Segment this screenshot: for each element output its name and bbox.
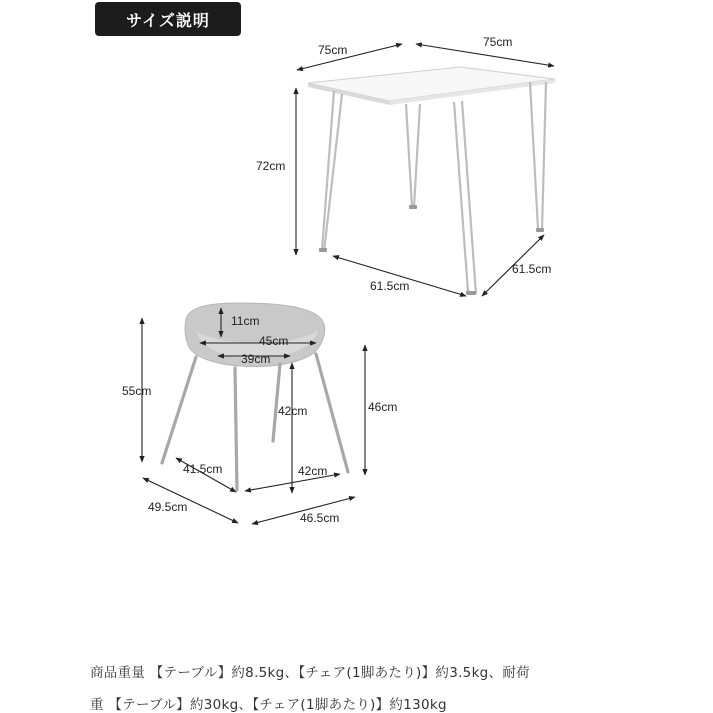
chair-seat-height-label: 42cm bbox=[278, 404, 308, 418]
page-title: サイズ説明 bbox=[126, 10, 210, 30]
chair-back-height-label: 11cm bbox=[231, 314, 260, 328]
chair-leg-span-front-label: 42cm bbox=[298, 464, 328, 478]
chair-width-label: 46.5cm bbox=[300, 511, 340, 525]
spec-line-1: 商品重量 【テーブル】約8.5kg、【チェア(1脚あたり)】約3.5kg、耐荷 bbox=[90, 665, 530, 681]
table-height-label: 72cm bbox=[256, 159, 286, 173]
table-leg-span-front-label: 61.5cm bbox=[370, 279, 410, 293]
chair-seat-depth-label: 39cm bbox=[241, 352, 271, 366]
table-depth-label: 75cm bbox=[483, 35, 513, 49]
chair-overall-height-label: 46cm bbox=[368, 400, 398, 414]
chair-leg-span-side-label: 41.5cm bbox=[183, 462, 223, 476]
spec-line-2: 重 【テーブル】約30kg、【チェア(1脚あたり)】約130kg bbox=[90, 697, 447, 713]
table-leg-span-side-label: 61.5cm bbox=[512, 262, 552, 276]
table-width-label: 75cm bbox=[318, 43, 348, 57]
chair-seat-width-label: 45cm bbox=[259, 334, 289, 348]
chair-depth-label: 49.5cm bbox=[148, 500, 188, 514]
chair-total-height-label: 55cm bbox=[122, 384, 152, 398]
